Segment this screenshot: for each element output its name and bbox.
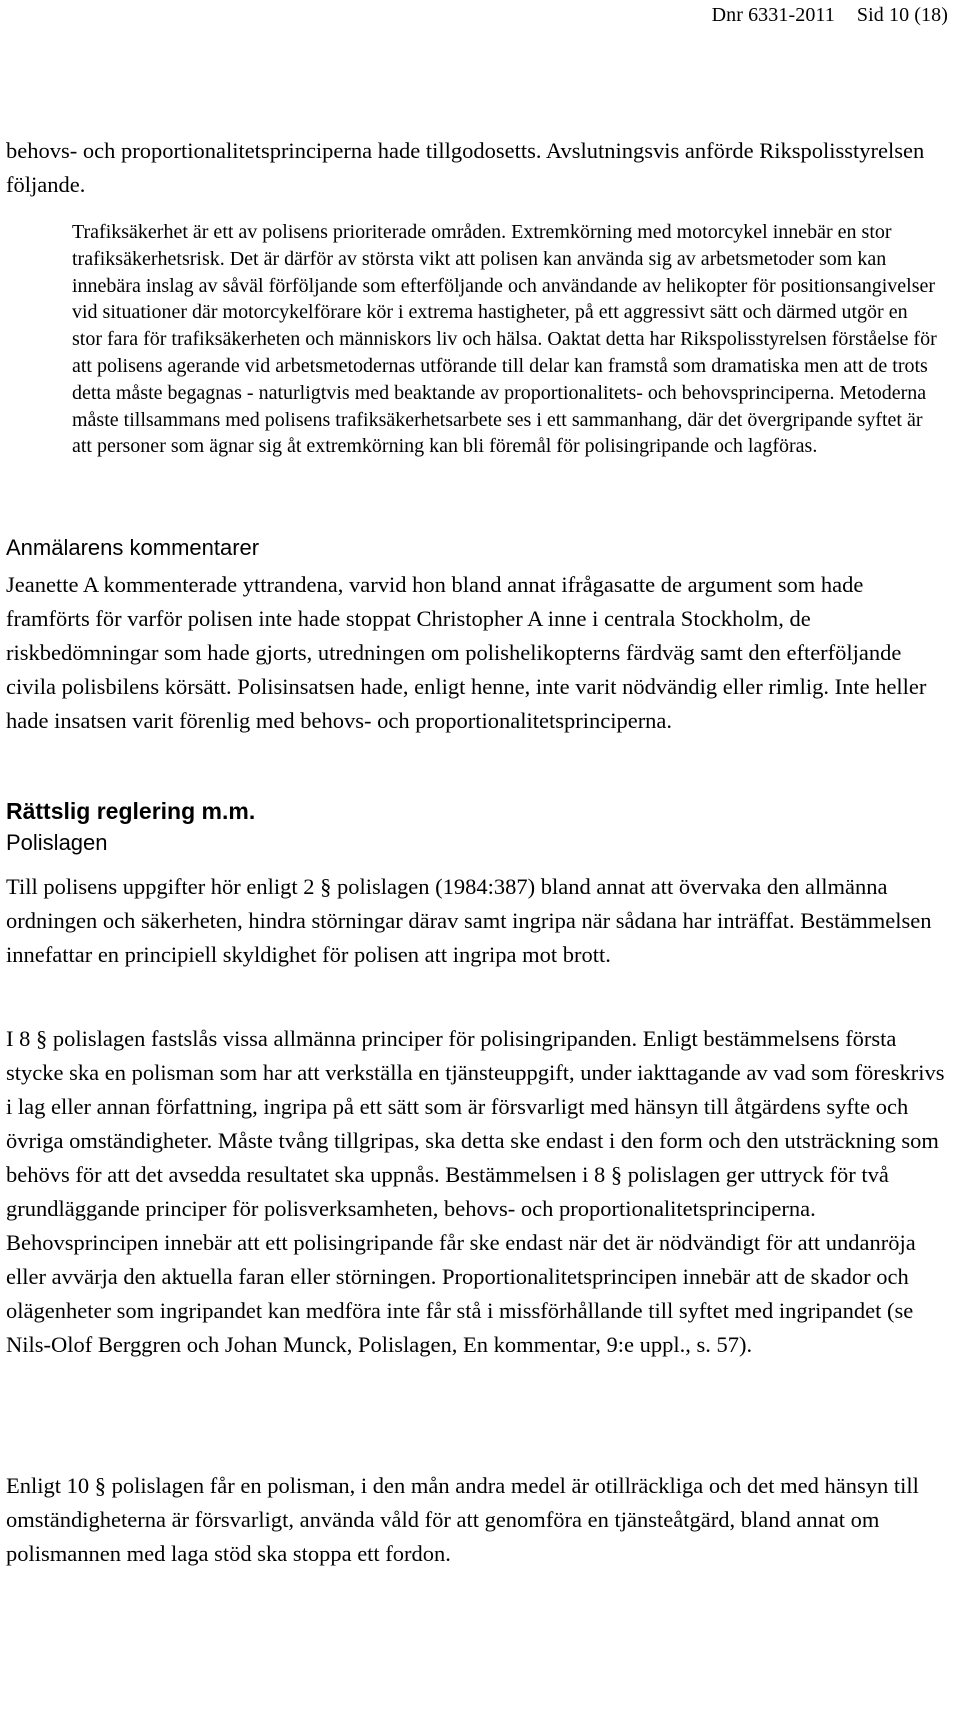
comments-paragraph: Jeanette A kommenterade yttrandena, varvid hon bland annat ifrågasatte de argument som hade framförts för varför polisen inte hade stoppat Christopher A inne i centrala Stockholm, de riskbedömningar som hade gjorts, utredningen om polishelikopterns färdväg samt den efterföljande civila polisbilens körsätt. Polisinsatsen hade, enligt henne, inte varit nödvändig eller rimlig. Inte heller hade insatsen varit förenlig med behovs- och proportionalitetsprinciperna. (6, 572, 927, 733)
intro-paragraph: behovs- och proportionalitetsprinciperna hade tillgodosetts. Avslutningsvis anförde Rikspolisstyrelsen följande. (6, 138, 925, 197)
regulation-paragraph-3: Enligt 10 § polislagen får en polisman, i den mån andra medel är otillräckliga och det med hänsyn till omständigheterna är försvarligt, använda våld för att genomföra en tjänsteåtgärd, bland annat om polismannen med laga stöd ska stoppa ett fordon. (6, 1473, 919, 1566)
regulation-paragraph-1: Till polisens uppgifter hör enligt 2 § polislagen (1984:387) bland annat att övervaka den allmänna ordningen och säkerheten, hindra störningar därav samt ingripa när sådana har inträffat. Bestämmelsen innefattar en principiell skyldighet för polisen att ingripa mot brott. (6, 874, 932, 967)
case-number: Dnr 6331-2011 (711, 4, 835, 26)
quoted-statement: Trafiksäkerhet är ett av polisens prioriterade områden. Extremkörning med motorcykel innebär en stor trafiksäkerhetsrisk. Det är därför av största vikt att polisen kan använda sig av arbetsmetoder som kan innebära inslag av såväl förföljande som efterföljande och användande av helikopter för positionsangivelser vid situationer där motorcykelförare kör i extrema hastigheter, på ett aggressivt sätt och därmed utgör en stor fara för trafiksäkerheten och människors liv och hälsa. Oaktat detta har Rikspolisstyrelsen förståelse för att polisens agerande vid arbetsmetodernas utförande till delar kan framstå som dramatiska men att de trots detta måste begagnas - naturligtvis med beaktande av proportionalitets- och behovsprinciperna. Metoderna måste tillsammans med polisens trafiksäkerhetsarbete ses i ett sammanhang, där det övergripande syftet är att personer som ägnar sig åt extremkörning kan bli föremål för polisingripande och lagföras. (72, 221, 937, 458)
regulation-paragraph-2: I 8 § polislagen fastslås vissa allmänna principer för polisingripanden. Enligt bestämmelsens första stycke ska en polisman som har att verkställa en tjänsteuppgift, under iakttagande av vad som föreskrivs i lag eller annan författning, ingripa på ett sätt som är försvarligt med hänsyn till åtgärdens syfte och övriga omständigheter. Måste tvång tillgripas, ska detta ske endast i den form och den utsträckning som behövs för att det avsedda resultatet ska uppnås. Bestämmelsen i 8 § polislagen ger uttryck för två grundläggande principer för polisverksamheten, behovs- och proportionalitetsprinciperna. Behovsprincipen innebär att ett polisingripande får ske endast när det är nödvändigt för att undanröja eller avvärja den aktuella faran eller störningen. Proportionalitetsprincipen innebär att de skador och olägenheter som ingripandet kan medföra inte får stå i missförhållande till syftet med ingripandet (se Nils-Olof Berggren och Johan Munck, Polislagen, En kommentar, 9:e uppl., s. 57). (6, 1026, 945, 1357)
subheading-polislagen: Polislagen (6, 830, 108, 855)
section-heading-comments: Anmälarens kommentarer (6, 535, 260, 560)
page-number: Sid 10 (18) (856, 4, 948, 26)
section-heading-legal: Rättslig reglering m.m. (6, 798, 256, 824)
page-header (712, 4, 948, 27)
